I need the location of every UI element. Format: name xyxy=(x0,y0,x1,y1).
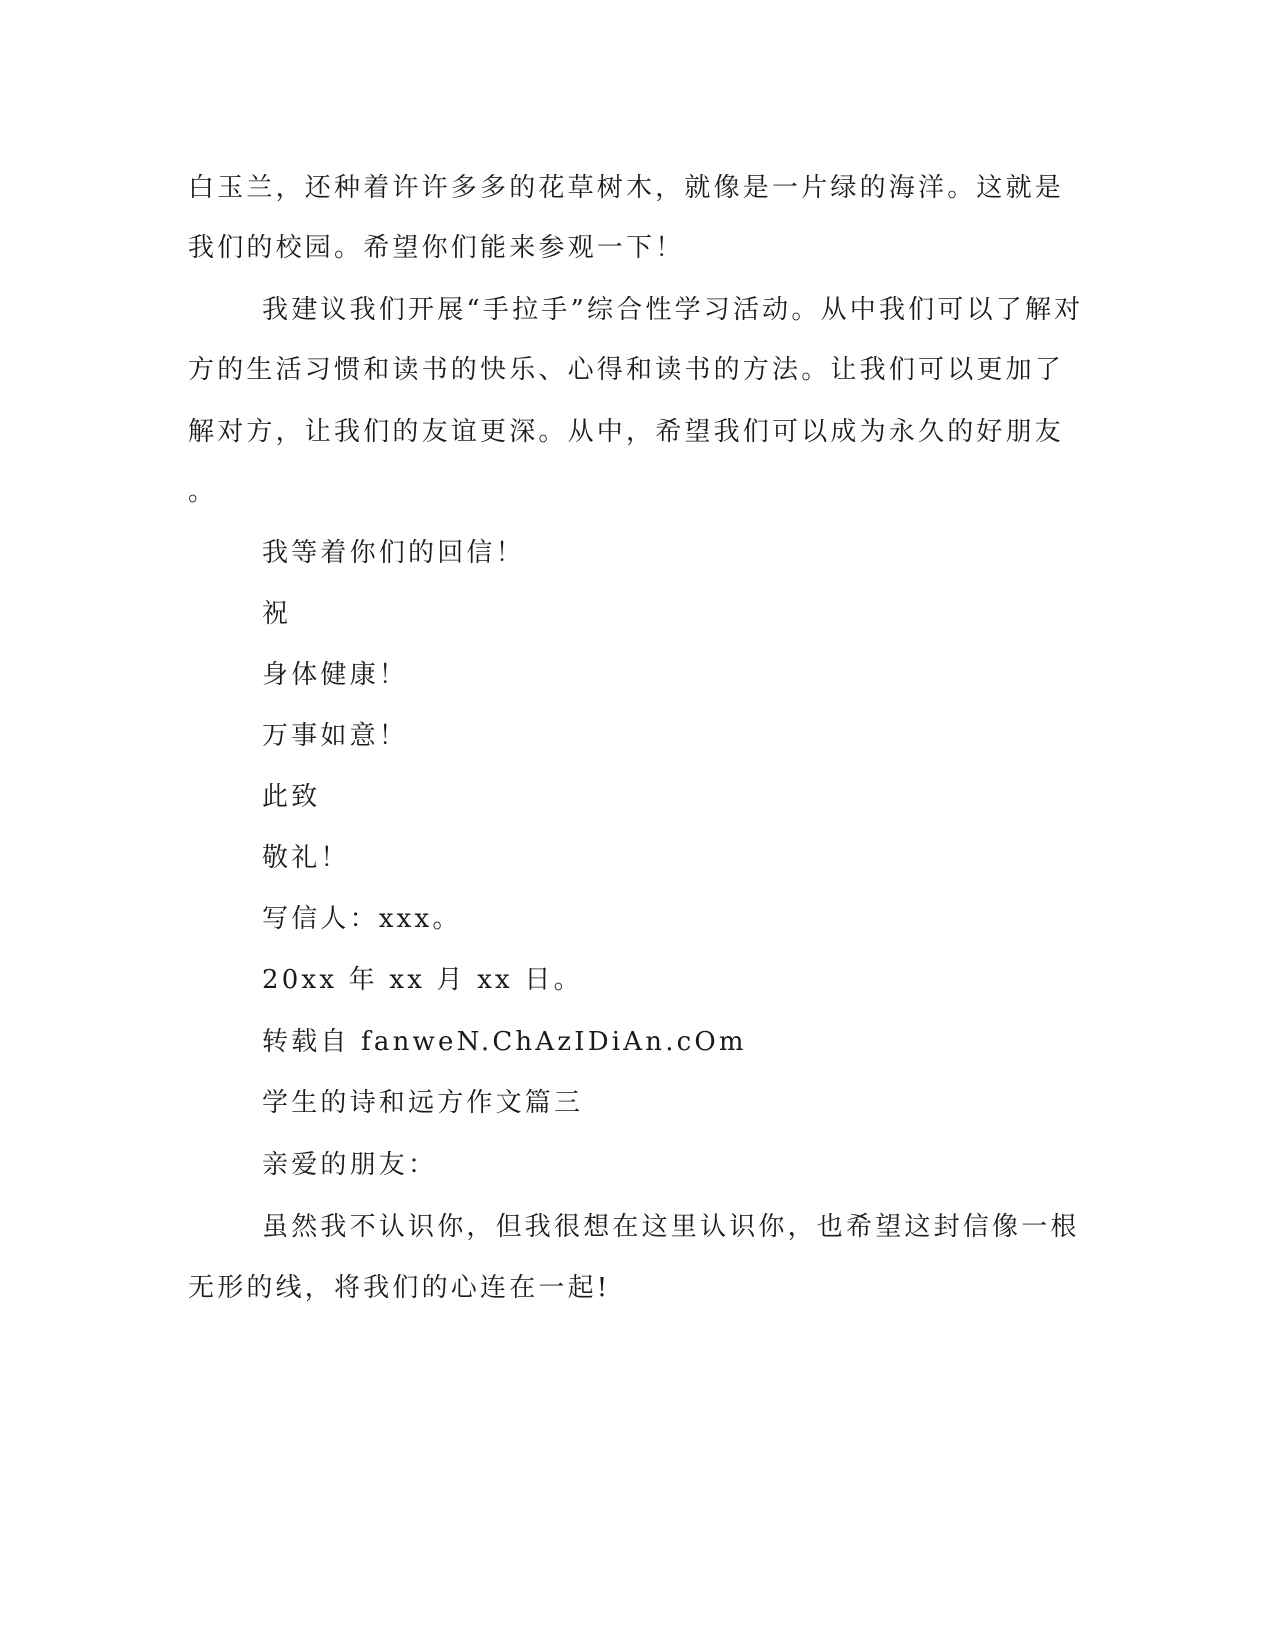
paragraph-line: 虽然我不认识你，但我很想在这里认识你，也希望这封信像一根 xyxy=(262,1212,1080,1242)
source-line: 转载自 fanweN.ChAzIDiAn.cOm xyxy=(262,1027,747,1057)
section-title: 学生的诗和远方作文篇三 xyxy=(262,1088,584,1118)
paragraph-line: 解对方，让我们的友谊更深。从中，希望我们可以成为永久的好朋友 xyxy=(188,417,1065,447)
paragraph-line: 无形的线，将我们的心连在一起! xyxy=(188,1273,611,1303)
signature-line: 写信人：xxx。 xyxy=(262,904,462,934)
closing-line: 身体健康！ xyxy=(262,660,409,690)
paragraph-line: 。 xyxy=(188,477,218,507)
closing-line: 此致 xyxy=(262,782,321,812)
closing-line: 敬礼！ xyxy=(262,843,350,873)
paragraph-line: 白玉兰，还种着许许多多的花草树木，就像是一片绿的海洋。这就是 xyxy=(188,173,1065,203)
closing-line: 万事如意！ xyxy=(262,721,409,751)
paragraph-line: 我建议我们开展“手拉手”综合性学习活动。从中我们可以了解对 xyxy=(262,295,1084,325)
salutation-line: 亲爱的朋友： xyxy=(262,1150,438,1180)
closing-line: 祝 xyxy=(262,599,292,629)
date-line: 20xx 年 xx 月 xx 日。 xyxy=(262,965,583,995)
paragraph-line: 我们的校园。希望你们能来参观一下！ xyxy=(188,233,685,263)
paragraph-line: 方的生活习惯和读书的快乐、心得和读书的方法。让我们可以更加了 xyxy=(188,355,1065,385)
closing-line: 我等着你们的回信！ xyxy=(262,538,525,568)
